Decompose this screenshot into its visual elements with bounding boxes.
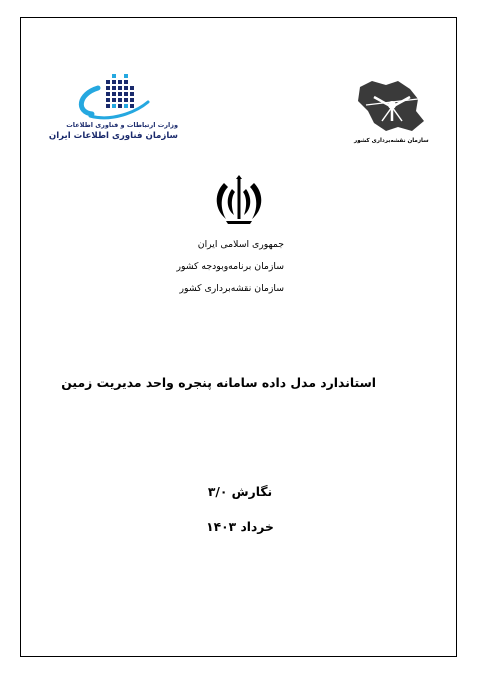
ncc-emblem-icon bbox=[352, 75, 432, 137]
country-line: جمهوری اسلامی ایران bbox=[197, 239, 284, 250]
document-title: استاندارد مدل داده سامانه پنجره واحد مدیریت زمین bbox=[61, 375, 376, 390]
document-version: نگارش ۳/۰ bbox=[207, 485, 273, 499]
iran-emblem-icon bbox=[212, 175, 266, 225]
ito-emblem-icon bbox=[62, 72, 180, 122]
ito-logo bbox=[48, 72, 180, 148]
ito-ministry-text: وزارت ارتباطات و فناوری اطلاعات bbox=[66, 121, 178, 129]
mapping-org-line: سازمان نقشه‌برداری کشور bbox=[179, 283, 284, 294]
ncc-caption-text: سازمان نقشه‌برداری کشور bbox=[354, 138, 429, 144]
ito-name-text: سازمان فناوری اطلاعات ایران bbox=[48, 131, 178, 141]
header-lines bbox=[176, 238, 284, 304]
budget-org-line: سازمان برنامه‌وبودجه کشور bbox=[176, 261, 284, 272]
document-date: خرداد ۱۴۰۳ bbox=[206, 520, 274, 534]
ncc-logo bbox=[352, 75, 432, 150]
